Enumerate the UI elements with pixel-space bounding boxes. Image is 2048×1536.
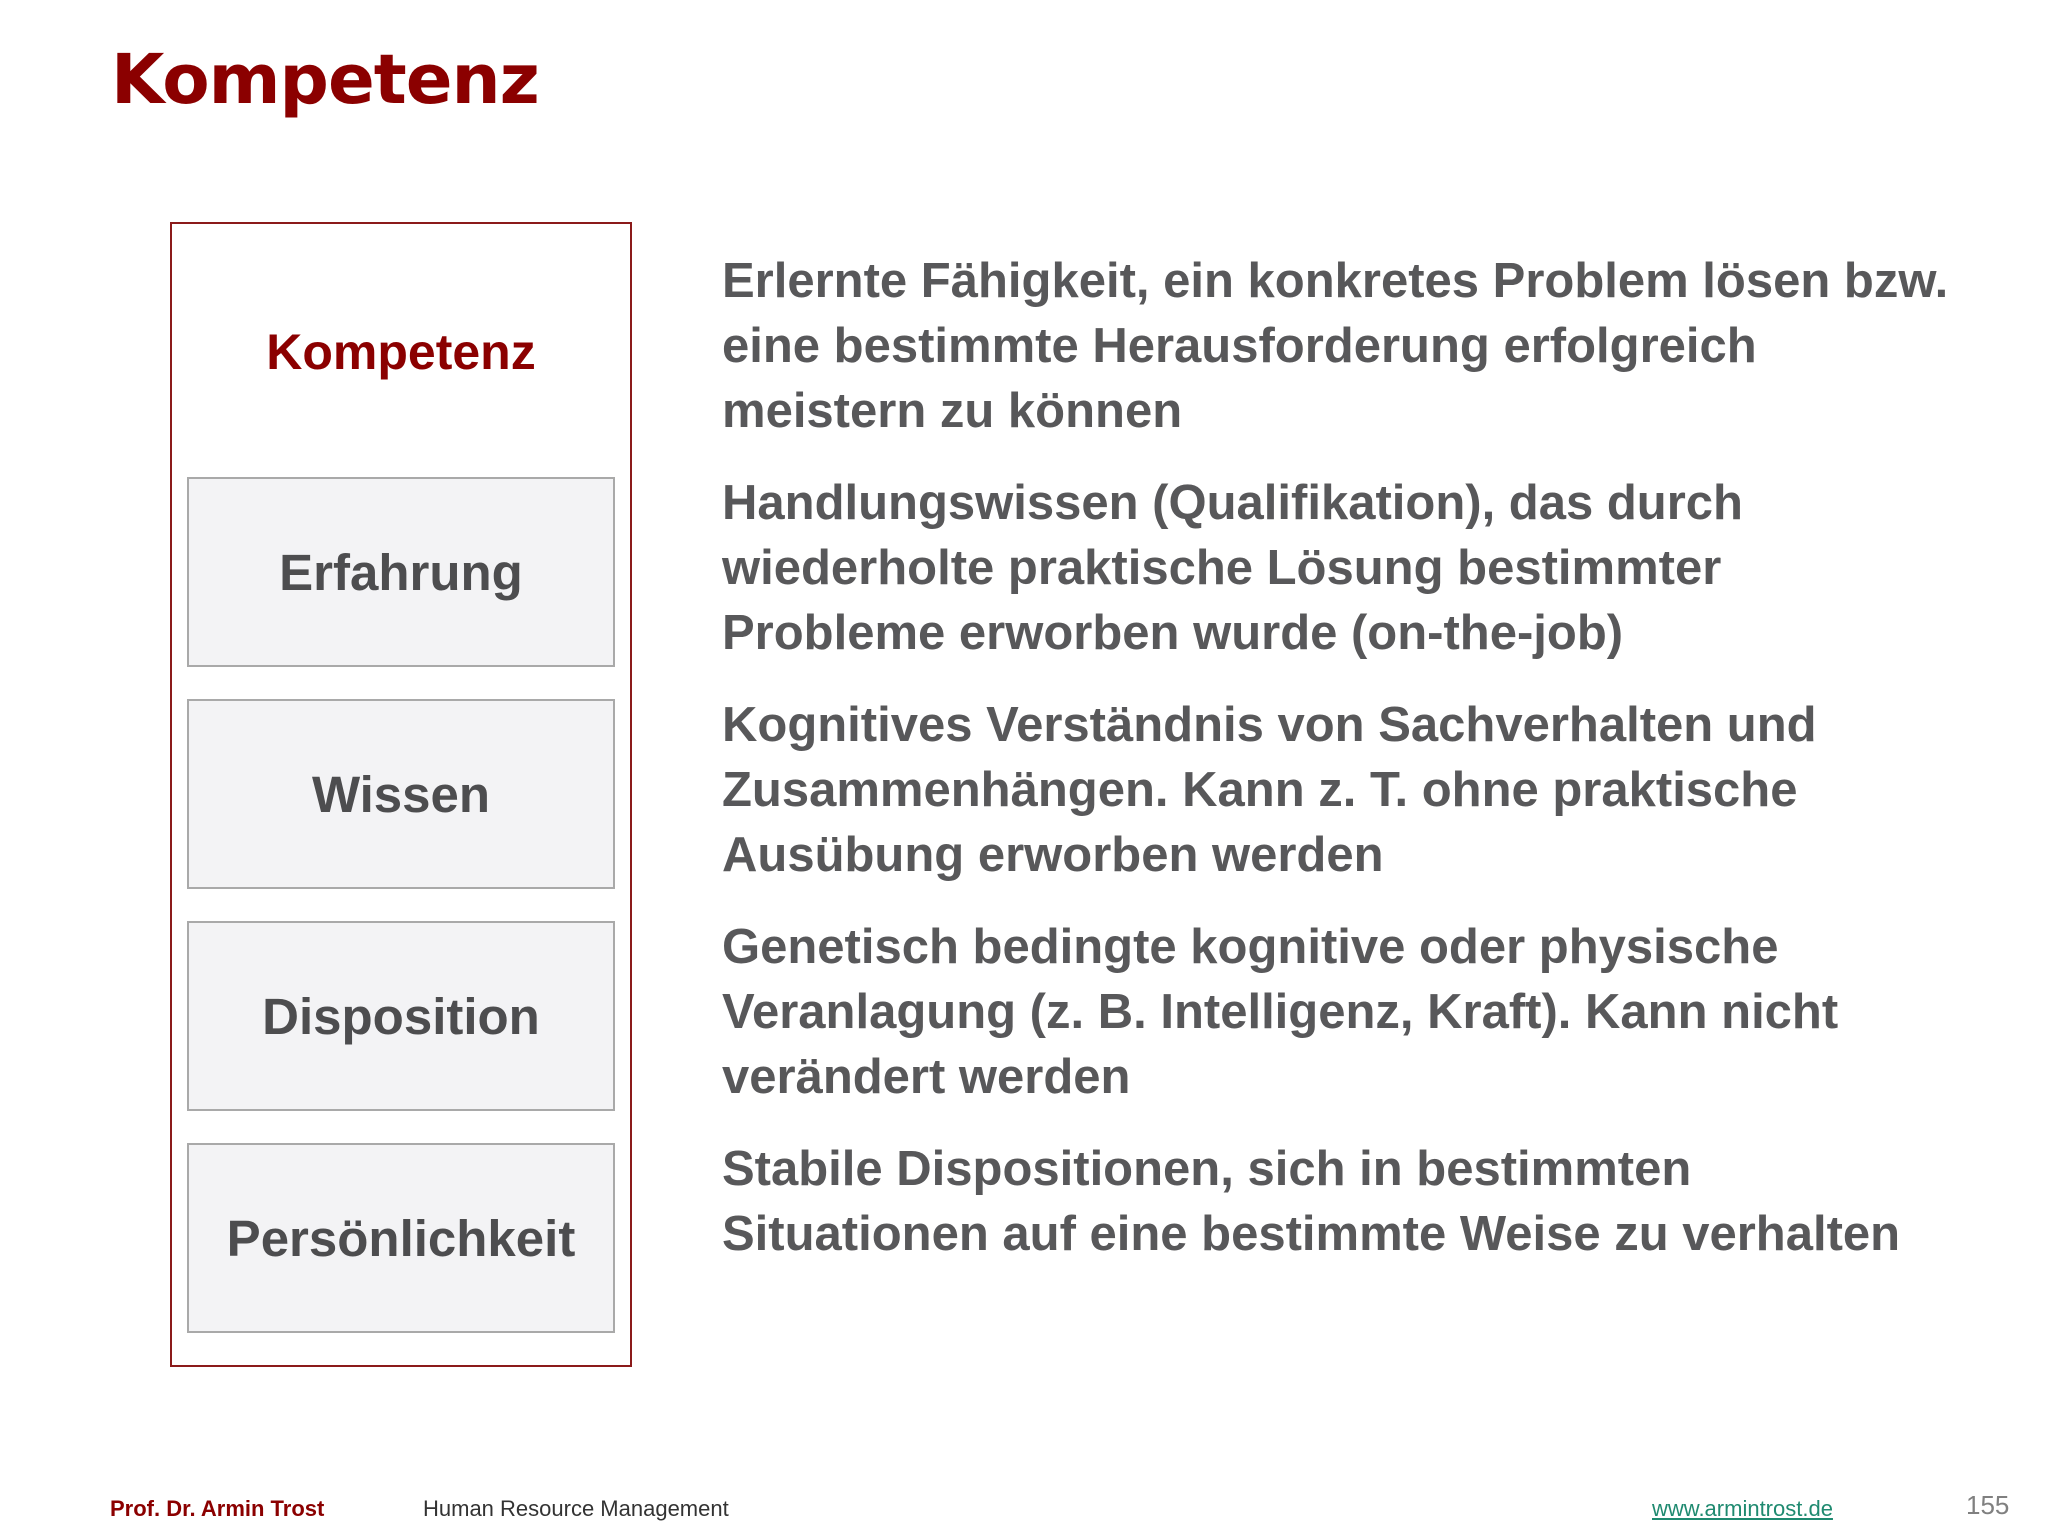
component-box-persoenlichkeit: Persönlichkeit [187,1143,615,1333]
description-kompetenz: Erlernte Fähigkeit, ein konkretes Problem lösen bzw. eine bestimmte Herausforderung erfolgreich meistern zu können [722,254,1949,438]
footer-website-link[interactable]: www.armintrost.de [1652,1496,1833,1521]
footer-course-title: Human Resource Management [423,1496,729,1521]
component-box-erfahrung: Erfahrung [187,477,615,667]
footer-author: Prof. Dr. Armin Trost [110,1496,325,1521]
slide-title: Kompetenz [111,40,539,120]
page-number: 155 [1966,1490,2010,1520]
description-erfahrung: Handlungswissen (Qualifikation), das durch wiederholte praktische Lösung bestimmter Probleme erworben wurde (on-the-job) [722,476,1743,660]
kompetenz-box-label: Kompetenz [266,324,536,380]
description-persoenlichkeit: Stabile Dispositionen, sich in bestimmten Situationen auf eine bestimmte Weise zu verhalten [722,1142,1901,1261]
description-disposition: Genetisch bedingte kognitive oder physische Veranlagung (z. B. Intelligenz, Kraft). Kann nicht verändert werden [722,920,1839,1104]
component-box-disposition: Disposition [187,921,615,1111]
component-box-wissen: Wissen [187,699,615,889]
description-wissen: Kognitives Verständnis von Sachverhalten und Zusammenhängen. Kann z. T. ohne praktische Ausübung erworben werden [722,698,1817,882]
